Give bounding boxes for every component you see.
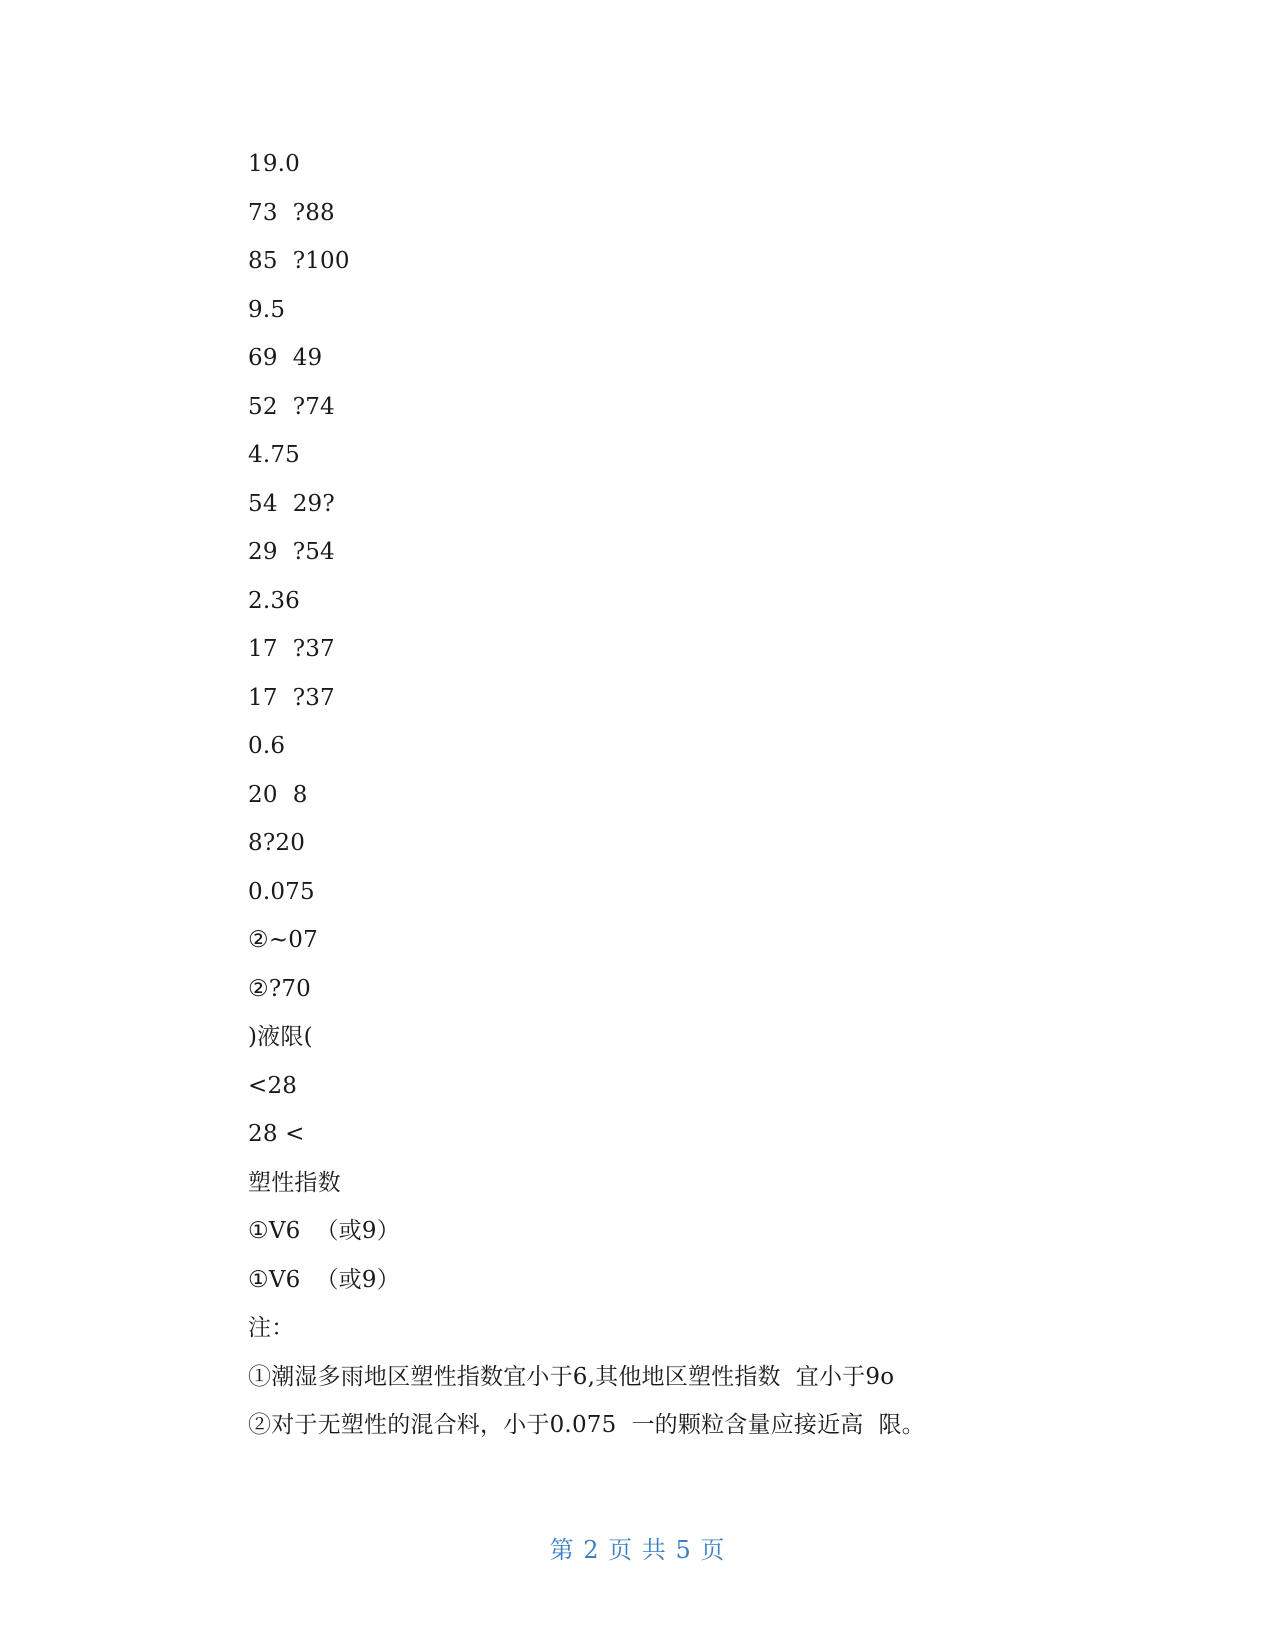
text-line: 17 ?37 (248, 636, 335, 662)
text-line: 85 ?100 (248, 248, 350, 274)
note-heading: 注： (248, 1315, 295, 1341)
text-line: 29 ?54 (248, 539, 335, 565)
text-line: 0.6 (248, 733, 286, 759)
text-line: )液限( (248, 1024, 313, 1050)
text-line: 9.5 (248, 296, 286, 323)
text-line: 2.36 (248, 587, 301, 614)
text-line: ①V6 （或9） (248, 1266, 400, 1293)
document-body (248, 146, 1028, 1456)
text-line: ②~07 (248, 927, 318, 953)
note-item: ②对于无塑性的混合料，小于0.075 一的颗粒含量应接近高 限。 (248, 1412, 925, 1438)
text-line: 73 ?88 (248, 199, 335, 226)
text-line: 69 49 (248, 345, 323, 371)
text-line: <28 (248, 1072, 298, 1099)
text-line: 20 8 (248, 781, 308, 808)
text-line: ②?70 (248, 975, 312, 1002)
text-line: ①V6 （或9） (248, 1218, 400, 1244)
text-line: 52 ?74 (248, 393, 335, 420)
text-line: 4.75 (248, 442, 301, 468)
text-line: 8?20 (248, 830, 306, 856)
text-line: 塑性指数 (248, 1169, 341, 1196)
note-item: ①潮湿多雨地区塑性指数宜小于6,其他地区塑性指数 宜小于9o (248, 1363, 895, 1390)
text-line: 17 ?37 (248, 684, 335, 711)
text-line: 19.0 (248, 151, 301, 177)
page-number-footer: 第 2 页 共 5 页 (549, 1536, 726, 1564)
text-line: 28 < (248, 1121, 305, 1147)
text-line: 0.075 (248, 878, 315, 905)
text-line: 54 29? (248, 490, 335, 517)
